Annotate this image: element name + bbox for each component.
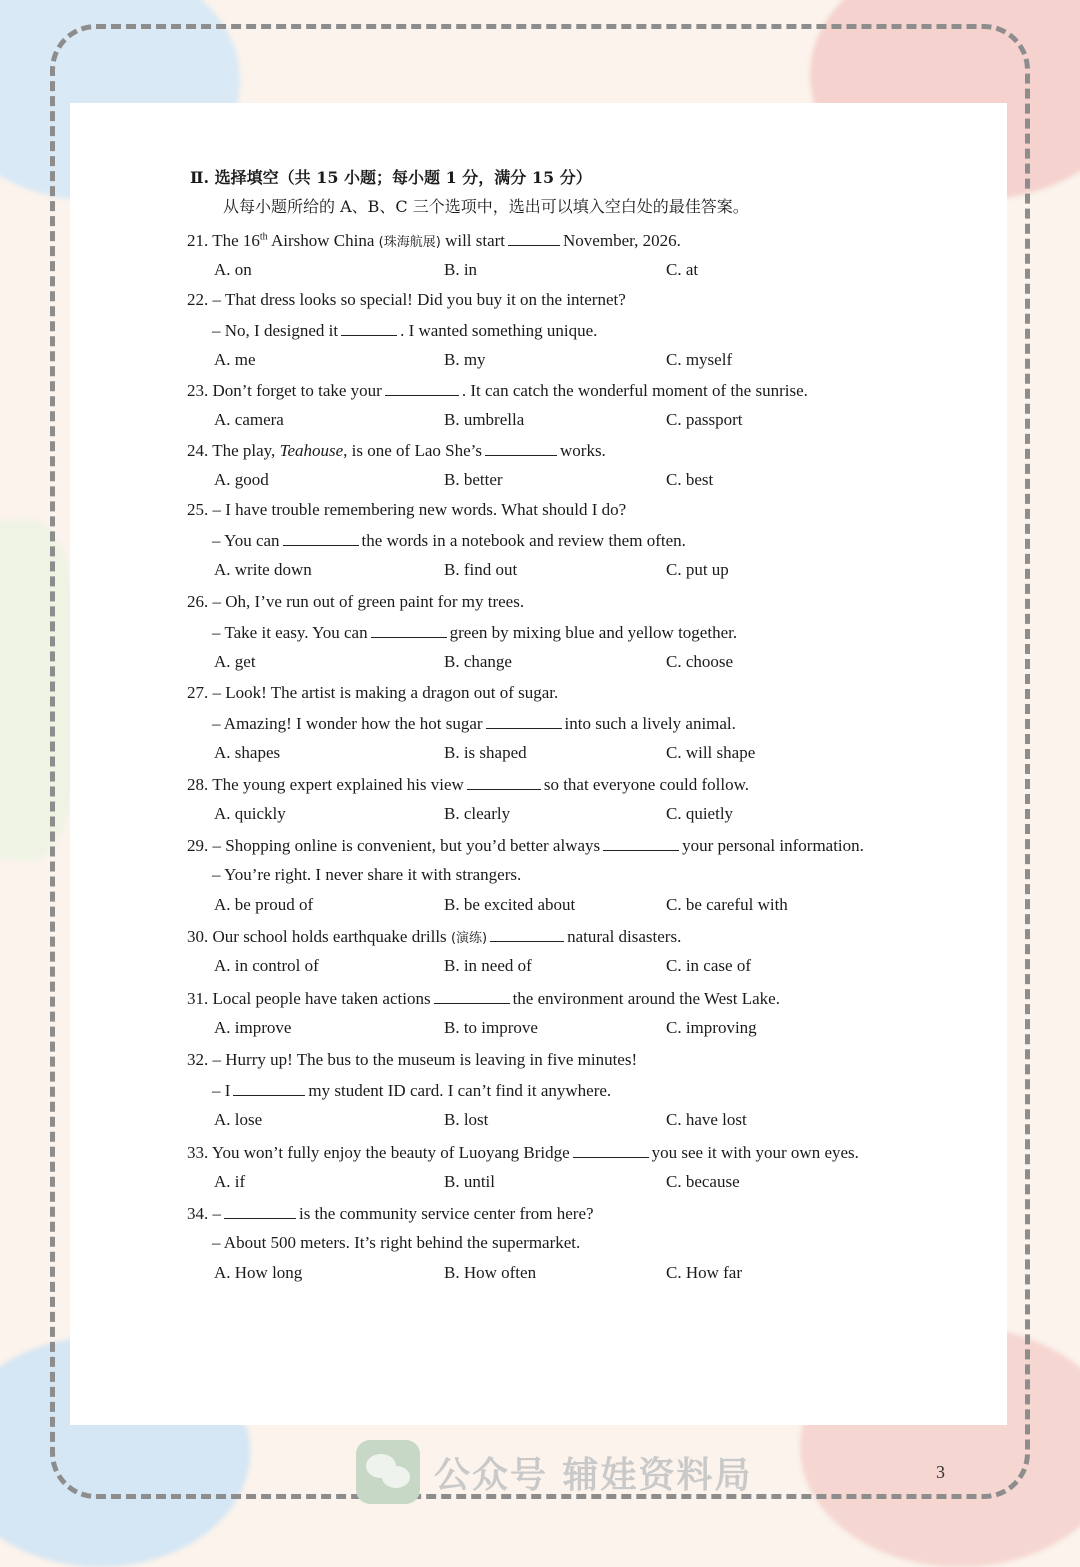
question-number: 30. (187, 927, 209, 946)
question-text: will start (440, 231, 506, 250)
question-number: 21. (187, 231, 209, 250)
answer-blank[interactable] (434, 985, 510, 1004)
question-text: – Take it easy. You can (212, 623, 368, 642)
answer-option[interactable]: C. in case of (666, 956, 751, 975)
question-line (212, 619, 737, 645)
question-text: Our school holds earthquake drills (212, 927, 451, 946)
answer-option[interactable]: C. myself (666, 350, 733, 369)
answer-option[interactable]: A. in control of (214, 956, 319, 975)
question-text: so that everyone could follow. (543, 775, 750, 794)
question-text: your personal information. (682, 836, 864, 855)
question-line (187, 497, 626, 523)
question-text: – Amazing! I wonder how the hot sugar (212, 714, 483, 733)
question-text: – About 500 meters. It’s right behind the supermarket. (212, 1233, 581, 1252)
question-number: 31. (187, 989, 209, 1008)
question-line (212, 710, 736, 736)
question-text: th (259, 231, 268, 243)
question-text: November, 2026. (563, 231, 681, 250)
answer-blank[interactable] (341, 317, 397, 336)
question-text: my student ID card. I can’t find it anywhere. (308, 1081, 612, 1100)
answer-option[interactable]: A. write down (214, 560, 312, 579)
question-number: 22. (187, 290, 209, 309)
question-text: The 16 (212, 231, 260, 250)
watermark-text: 公众号 辅娃资料局 (434, 1454, 753, 1496)
answer-option[interactable]: C. choose (666, 652, 734, 671)
question-line (212, 317, 597, 343)
question-text: . I wanted something unique. (400, 321, 598, 340)
answer-option[interactable]: A. shapes (214, 743, 281, 762)
question-text: Airshow China (267, 231, 379, 250)
question-line (212, 527, 686, 553)
answer-option[interactable]: C. be careful with (666, 895, 788, 914)
question-number: 25. (187, 500, 209, 519)
question-text: is the community service center from here? (299, 1204, 594, 1223)
question-number: 33. (187, 1143, 209, 1162)
answer-option[interactable]: C. How far (666, 1263, 743, 1282)
question-text: the environment around the West Lake. (512, 989, 780, 1008)
answer-blank[interactable] (283, 527, 359, 546)
question-text: Local people have taken actions (212, 989, 431, 1008)
question-text: Don’t forget to take your (212, 381, 382, 400)
answer-option[interactable]: C. have lost (666, 1110, 747, 1129)
question-line (187, 437, 606, 463)
answer-option[interactable]: C. at (666, 260, 699, 279)
question-text: – I have trouble remembering new words. What should I do? (212, 500, 627, 519)
question-number: 26. (187, 592, 209, 611)
page-number: 3 (936, 1462, 945, 1482)
section-instruction: 从每小题所给的 A、B、C 三个选项中，选出可以填入空白处的最佳答案。 (223, 197, 749, 216)
answer-option[interactable]: A. lose (214, 1110, 263, 1129)
question-line (187, 287, 626, 313)
question-text: You won’t fully enjoy the beauty of Luoyang Bridge (211, 1143, 570, 1162)
section-title: Ⅱ. 选择填空（共 15 小题；每小题 1 分，满分 15 分） (190, 168, 592, 187)
question-line (187, 1200, 594, 1226)
question-line (187, 1047, 637, 1073)
question-number: 34. (187, 1204, 209, 1223)
question-text: works. (560, 441, 606, 460)
answer-option[interactable]: C. because (666, 1172, 740, 1191)
answer-option[interactable]: B. find out (444, 560, 518, 579)
answer-option[interactable]: A. camera (214, 410, 284, 429)
answer-option[interactable]: C. put up (666, 560, 729, 579)
question-text: – Hurry up! The bus to the museum is leaving in five minutes! (212, 1050, 638, 1069)
question-text: natural disasters. (567, 927, 682, 946)
question-text: into such a lively animal. (564, 714, 736, 733)
answer-option[interactable]: A. good (214, 470, 269, 489)
answer-option[interactable]: B. in (444, 260, 478, 279)
watermark (356, 1437, 753, 1507)
question-text: (演练) (450, 931, 488, 946)
question-text: – Shopping online is convenient, but you’d better always (212, 836, 601, 855)
question-line (187, 589, 524, 615)
question-text: – That dress looks so special! Did you buy it on the internet? (212, 290, 626, 309)
question-line (187, 377, 808, 403)
answer-option[interactable]: B. change (444, 652, 512, 671)
answer-option[interactable]: C. quietly (666, 804, 734, 823)
answer-option[interactable]: B. better (444, 470, 503, 489)
question-line (212, 862, 521, 888)
answer-option[interactable]: A. if (214, 1172, 246, 1191)
question-line (187, 227, 681, 253)
answer-blank[interactable] (233, 1077, 305, 1096)
answer-blank[interactable] (467, 771, 541, 790)
answer-option[interactable]: B. clearly (444, 804, 511, 823)
question-text: – (212, 1204, 221, 1223)
question-number: 29. (187, 836, 209, 855)
question-text: . It can catch the wonderful moment of the sunrise. (461, 381, 808, 400)
wechat-icon (356, 1440, 420, 1504)
question-text: – You can (212, 531, 280, 550)
answer-option[interactable]: B. be excited about (444, 895, 576, 914)
answer-option[interactable]: A. on (214, 260, 252, 279)
question-text: the words in a notebook and review them often. (361, 531, 686, 550)
question-line (187, 832, 864, 858)
question-text: The young expert explained his view (212, 775, 464, 794)
answer-option[interactable]: A. get (214, 652, 256, 671)
question-text: The play, (212, 441, 280, 460)
question-number: 32. (187, 1050, 209, 1069)
answer-option[interactable]: B. to improve (444, 1018, 538, 1037)
question-text: , is one of Lao She’s (343, 441, 482, 460)
answer-option[interactable]: B. How often (444, 1263, 537, 1282)
answer-blank[interactable] (485, 437, 557, 456)
question-text: – No, I designed it (212, 321, 339, 340)
question-text: – Look! The artist is making a dragon out of sugar. (212, 683, 559, 702)
answer-blank[interactable] (490, 923, 564, 942)
answer-blank[interactable] (486, 710, 562, 729)
answer-option[interactable]: B. in need of (444, 956, 532, 975)
question-line (212, 1077, 611, 1103)
answer-option[interactable]: C. will shape (666, 743, 756, 762)
answer-option[interactable]: B. until (444, 1172, 496, 1191)
answer-blank[interactable] (508, 227, 560, 246)
answer-option[interactable]: A. How long (214, 1263, 303, 1282)
answer-option[interactable]: B. is shaped (444, 743, 527, 762)
question-text: green by mixing blue and yellow together. (449, 623, 738, 642)
answer-blank[interactable] (224, 1200, 296, 1219)
exam-paper (70, 103, 1007, 1425)
answer-option[interactable]: B. lost (444, 1110, 489, 1129)
question-number: 24. (187, 441, 209, 460)
question-line (187, 923, 681, 949)
answer-blank[interactable] (385, 377, 459, 396)
question-text: you see it with your own eyes. (651, 1143, 859, 1162)
answer-blank[interactable] (573, 1139, 649, 1158)
answer-option[interactable]: B. umbrella (444, 410, 525, 429)
question-number: 28. (187, 775, 209, 794)
answer-option[interactable]: A. me (214, 350, 256, 369)
answer-option[interactable]: C. best (666, 470, 714, 489)
question-number: 27. (187, 683, 209, 702)
answer-option[interactable]: B. my (444, 350, 486, 369)
answer-option[interactable]: C. improving (666, 1018, 757, 1037)
question-line (212, 1230, 580, 1256)
answer-option[interactable]: A. quickly (214, 804, 286, 823)
question-text: – You’re right. I never share it with strangers. (212, 865, 522, 884)
question-text: (珠海航展) (378, 235, 441, 250)
answer-option[interactable]: C. passport (666, 410, 743, 429)
question-line (187, 985, 780, 1011)
question-line (187, 1139, 859, 1165)
question-number: 23. (187, 381, 209, 400)
answer-option[interactable]: A. be proud of (214, 895, 314, 914)
question-text: – Oh, I’ve run out of green paint for my trees. (212, 592, 525, 611)
answer-blank[interactable] (603, 832, 679, 851)
question-text: – I (212, 1081, 231, 1100)
question-line (187, 680, 558, 706)
question-line (187, 771, 749, 797)
answer-blank[interactable] (371, 619, 447, 638)
question-text: Teahouse (279, 441, 344, 460)
answer-option[interactable]: A. improve (214, 1018, 292, 1037)
